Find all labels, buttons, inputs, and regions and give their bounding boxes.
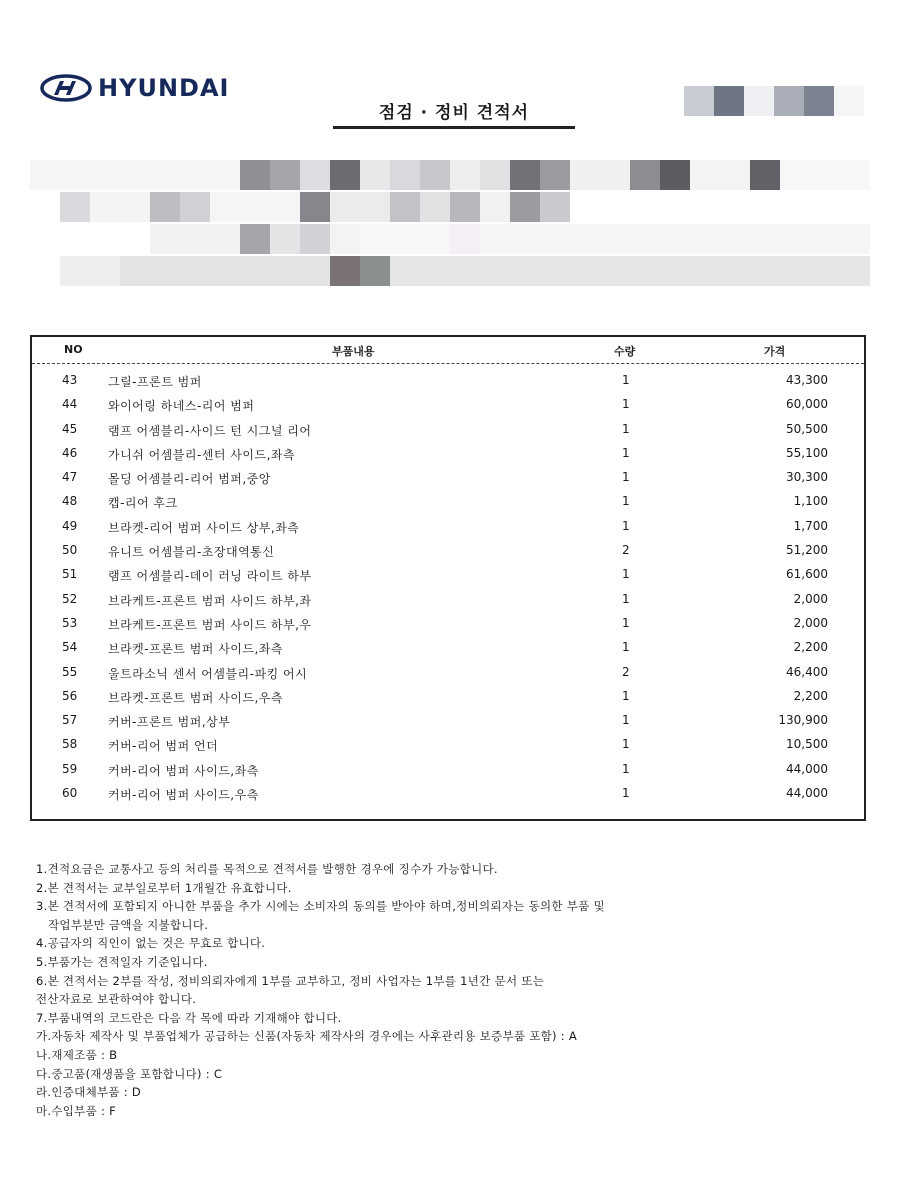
row-name: 커버-리어 범퍼 사이드,우측 — [108, 788, 259, 803]
row-price: 43,300 — [786, 373, 828, 387]
header-no: NO — [64, 343, 83, 356]
note-line: 전산자료로 보관하여야 합니다. — [36, 992, 197, 1007]
table-row — [32, 515, 864, 539]
table-row — [32, 661, 864, 685]
note-line: 마.수입부품 : F — [36, 1103, 117, 1118]
note-line: 다.중고품(재생품을 포함합니다) : C — [36, 1066, 223, 1081]
row-qty: 1 — [622, 567, 630, 582]
row-name: 가니쉬 어셈블리-센터 사이드,좌측 — [108, 447, 296, 462]
parts-table — [30, 335, 866, 821]
row-no: 51 — [62, 567, 78, 582]
row-price: 30,300 — [786, 470, 828, 485]
note-line: 나.재제조품 : B — [36, 1047, 118, 1062]
row-price: 51,200 — [786, 543, 828, 558]
row-name: 브라켓-리어 범퍼 사이드 상부,좌측 — [108, 520, 300, 535]
row-qty: 2 — [622, 543, 630, 558]
hyundai-logo — [40, 74, 229, 102]
header-qty: 수량 — [614, 345, 636, 358]
row-no: 49 — [62, 518, 78, 533]
row-qty: 1 — [622, 518, 630, 533]
brand-wordmark: HYUNDAI — [98, 74, 230, 102]
row-price: 61,600 — [786, 567, 828, 582]
table-row — [32, 369, 864, 393]
row-no: 60 — [62, 786, 78, 801]
row-qty: 1 — [622, 737, 630, 752]
row-no: 54 — [62, 640, 78, 655]
row-name: 브라켓-프론트 범퍼 사이드,우측 — [108, 690, 283, 705]
table-row — [32, 636, 864, 660]
row-price: 2,000 — [793, 591, 828, 606]
row-price: 10,500 — [786, 737, 828, 752]
row-price: 2,200 — [793, 640, 828, 655]
row-price: 50,500 — [786, 421, 828, 436]
table-row — [32, 588, 864, 612]
note-line: 3.본 견적서에 포함되지 아니한 부품을 추가 시에는 소비자의 동의를 받아야 하며,정비의뢰자는 동의한 부품 및 — [36, 899, 605, 914]
row-name: 그릴-프론트 범퍼 — [108, 375, 202, 389]
table-row — [32, 733, 864, 757]
row-qty: 1 — [622, 445, 630, 460]
note-line: 작업부분만 금액을 지불합니다. — [48, 917, 209, 932]
document-title: 점검 · 정비 견적서 — [333, 98, 575, 128]
table-row — [32, 685, 864, 709]
row-no: 56 — [62, 688, 78, 703]
note-line: 2.본 견적서는 교부일로부터 1개월간 유효합니다. — [36, 880, 292, 895]
header-name: 부품내용 — [332, 345, 375, 358]
note-line: 4.공급자의 직인이 없는 것은 무효로 합니다. — [36, 936, 266, 951]
row-no: 43 — [62, 373, 78, 387]
row-name: 램프 어셈블리-데이 러닝 라이트 하부 — [108, 569, 312, 584]
row-name: 유니트 어셈블리-초장대역통신 — [108, 545, 275, 560]
row-price: 46,400 — [786, 664, 828, 679]
row-no: 59 — [62, 761, 78, 776]
table-row — [32, 782, 864, 806]
table-row — [32, 709, 864, 733]
row-qty: 1 — [622, 713, 630, 728]
table-row — [32, 758, 864, 782]
row-price: 60,000 — [786, 397, 828, 412]
note-line: 6.본 견적서는 2부를 작성, 정비의뢰자에게 1부를 교부하고, 정비 사업자는 1부를 1년간 문서 또는 — [36, 973, 545, 988]
terms-notes — [36, 860, 856, 1120]
row-price: 130,900 — [778, 713, 828, 728]
row-qty: 1 — [622, 615, 630, 630]
row-no: 44 — [62, 397, 78, 412]
row-no: 58 — [62, 737, 78, 752]
row-no: 50 — [62, 543, 78, 558]
row-name: 브라케트-프론트 범퍼 사이드 하부,좌 — [108, 593, 312, 608]
row-qty: 1 — [622, 688, 630, 703]
row-qty: 1 — [622, 761, 630, 776]
row-qty: 1 — [622, 494, 630, 509]
header-price: 가격 — [764, 345, 786, 358]
row-qty: 1 — [622, 591, 630, 606]
row-price: 2,200 — [793, 688, 828, 703]
row-price: 44,000 — [786, 761, 828, 776]
row-name: 몰딩 어셈블리-리어 범퍼,중앙 — [108, 472, 271, 487]
row-name: 캡-리어 후크 — [108, 496, 178, 511]
row-qty: 1 — [622, 786, 630, 801]
note-line: 5.부품가는 견적일자 기준입니다. — [36, 954, 208, 969]
row-no: 45 — [62, 421, 78, 436]
row-no: 57 — [62, 713, 78, 728]
note-line: 가.자동차 제작사 및 부품업체가 공급하는 신품(자동차 제작사의 경우에는 사후관리용 보증부품 포함) : A — [36, 1029, 578, 1044]
row-price: 1,100 — [793, 494, 828, 509]
row-qty: 1 — [622, 640, 630, 655]
row-name: 램프 어셈블리-사이드 턴 시그널 리어 — [108, 423, 312, 438]
note-line: 라.인증대체부품 : D — [36, 1085, 142, 1100]
row-name: 커버-프론트 범퍼,상부 — [108, 715, 231, 730]
table-row — [32, 539, 864, 563]
row-name: 와이어링 하네스-리어 범퍼 — [108, 399, 255, 414]
row-qty: 1 — [622, 397, 630, 412]
row-qty: 1 — [622, 373, 630, 387]
row-price: 2,000 — [793, 615, 828, 630]
table-body — [32, 369, 864, 806]
row-qty: 2 — [622, 664, 630, 679]
row-no: 55 — [62, 664, 78, 679]
hyundai-h-logo-icon — [40, 74, 92, 102]
row-name: 울트라소닉 센서 어셈블리-파킹 어시 — [108, 666, 308, 681]
table-header — [32, 337, 864, 364]
table-row — [32, 612, 864, 636]
row-name: 브라켓-프론트 범퍼 사이드,좌측 — [108, 642, 283, 657]
row-name: 커버-리어 범퍼 언더 — [108, 739, 219, 754]
table-row — [32, 393, 864, 417]
row-price: 55,100 — [786, 445, 828, 460]
title-underline — [333, 128, 575, 129]
row-qty: 1 — [622, 470, 630, 485]
table-row — [32, 466, 864, 490]
row-no: 48 — [62, 494, 78, 509]
row-qty: 1 — [622, 421, 630, 436]
row-price: 44,000 — [786, 786, 828, 801]
row-name: 브라케트-프론트 범퍼 사이드 하부,우 — [108, 617, 312, 632]
table-row — [32, 563, 864, 587]
row-no: 46 — [62, 445, 78, 460]
table-row — [32, 490, 864, 514]
note-line: 1.견적요금은 교통사고 등의 처리를 목적으로 견적서를 발행한 경우에 징수가 가능합니다. — [36, 862, 498, 876]
row-no: 53 — [62, 615, 78, 630]
row-no: 52 — [62, 591, 78, 606]
row-no: 47 — [62, 470, 78, 485]
row-name: 커버-리어 범퍼 사이드,좌측 — [108, 763, 259, 778]
note-line: 7.부품내역의 코드란은 다음 각 목에 따라 기재해야 합니다. — [36, 1010, 342, 1025]
table-row — [32, 418, 864, 442]
row-price: 1,700 — [793, 518, 828, 533]
table-row — [32, 442, 864, 466]
